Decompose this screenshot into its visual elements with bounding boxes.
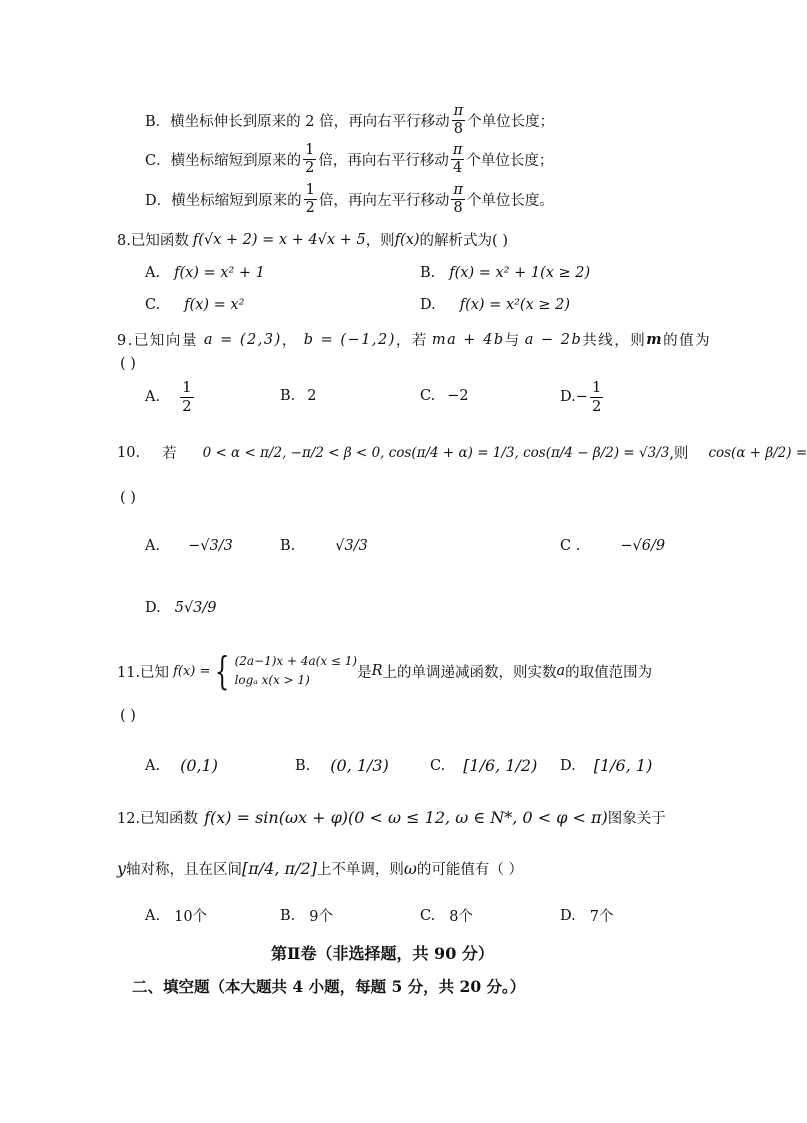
q10-option-b: B. √3/3	[280, 538, 368, 554]
q10-stem: 10. 若 0 < α < π/2, −π/2 < β < 0, cos(π/4 + α) = 1/3, cos(π/4 − β/2) = √3/3 ,则 cos(α + β/2) =	[117, 444, 807, 462]
q11-option-b: B. (0, 1/3)	[295, 756, 389, 775]
q10-option-c: C . −√6/9	[560, 538, 666, 554]
q11-paren: ( )	[120, 708, 136, 724]
q8-option-c: C. f(x) = x²	[145, 297, 245, 313]
q12-option-c: C. 8个	[420, 907, 473, 925]
q9-option-c: C. −2	[420, 388, 469, 404]
q7-option-d: D．横坐标缩短到原来的 $\frac{1}{2}$ 倍，再向左平行移动 $\frac{\pi}{8}$ 个单位长度。	[145, 182, 554, 217]
fraction: $\frac{\pi}{8}$	[453, 182, 463, 217]
piecewise-cases: (2a−1)x + 4a(x ≤ 1) logₐ x(x > 1)	[234, 654, 358, 688]
q9-option-b: B. 2	[280, 388, 317, 404]
q12-option-a: A. 10个	[145, 907, 208, 925]
fraction: $\frac{\pi}{8}$	[453, 103, 464, 138]
q7-option-b: B．横坐标伸长到原来的 2 倍，再向右平行移动 $\frac{\pi}{8}$ 个单位长度；	[145, 103, 555, 138]
q9-stem: 9.已知向量 a = (2,3) ， b = (−1,2) ，若 ma + 4b 与 a − 2b 共线，则 m 的值为	[117, 331, 712, 349]
q8-option-d: D. f(x) = x²(x ≥ 2)	[420, 297, 571, 313]
q10-option-d: D. 5√3/9	[145, 600, 217, 616]
fraction: $\frac{1}{2}$	[305, 142, 315, 177]
q8-option-a: A. f(x) = x² + 1	[145, 265, 265, 281]
fraction: $\frac{1}{2}$	[305, 182, 315, 217]
q9-paren: ( )	[120, 356, 136, 372]
q11-option-d: D. [1/6, 1)	[560, 756, 653, 775]
q12-option-d: D. 7个	[560, 907, 614, 925]
q11-option-a: A. (0,1)	[145, 756, 219, 775]
q7-option-c: C．横坐标缩短到原来的 $\frac{1}{2}$ 倍，再向右平行移动 $\frac{\pi}{4}$ 个单位长度；	[145, 142, 554, 177]
part2-title: 第Ⅱ卷（非选择题，共 90 分）	[271, 944, 494, 963]
q8-stem: 8.已知函数 f(√x + 2) = x + 4√x + 5 ，则 f(x) 的解析式为( )	[117, 231, 508, 249]
q9-option-d: D. − $\frac{1}{2}$	[560, 378, 602, 415]
q12-stem-line2: y 轴对称，且在区间 [π/4, π/2] 上不单调，则 ω 的可能值有（ ）	[117, 859, 524, 878]
section2-heading: 二、填空题（本大题共 4 小题，每题 5 分，共 20 分。）	[132, 977, 526, 996]
q10-paren: ( )	[120, 490, 136, 506]
q12-option-b: B. 9个	[280, 907, 333, 925]
fraction: $\frac{\pi}{4}$	[452, 142, 463, 177]
q8-option-b: B. f(x) = x² + 1(x ≥ 2)	[420, 265, 591, 281]
left-brace: {	[215, 649, 230, 694]
q12-stem: 12.已知函数 f(x) = sin(ωx + φ)(0 < ω ≤ 12, ω ∈ N*, 0 < φ < π) 图象关于	[117, 808, 666, 827]
q9-option-a: A. $\frac{1}{2}$	[145, 378, 192, 415]
q11-stem: 11.已知 f(x) = { (2a−1)x + 4a(x ≤ 1) logₐ x(x > 1) 是 R 上的单调递减函数，则实数 a 的取值范围为	[117, 649, 653, 694]
q11-option-c: C. [1/6, 1/2)	[430, 756, 538, 775]
q10-option-a: A. −√3/3	[145, 538, 233, 554]
